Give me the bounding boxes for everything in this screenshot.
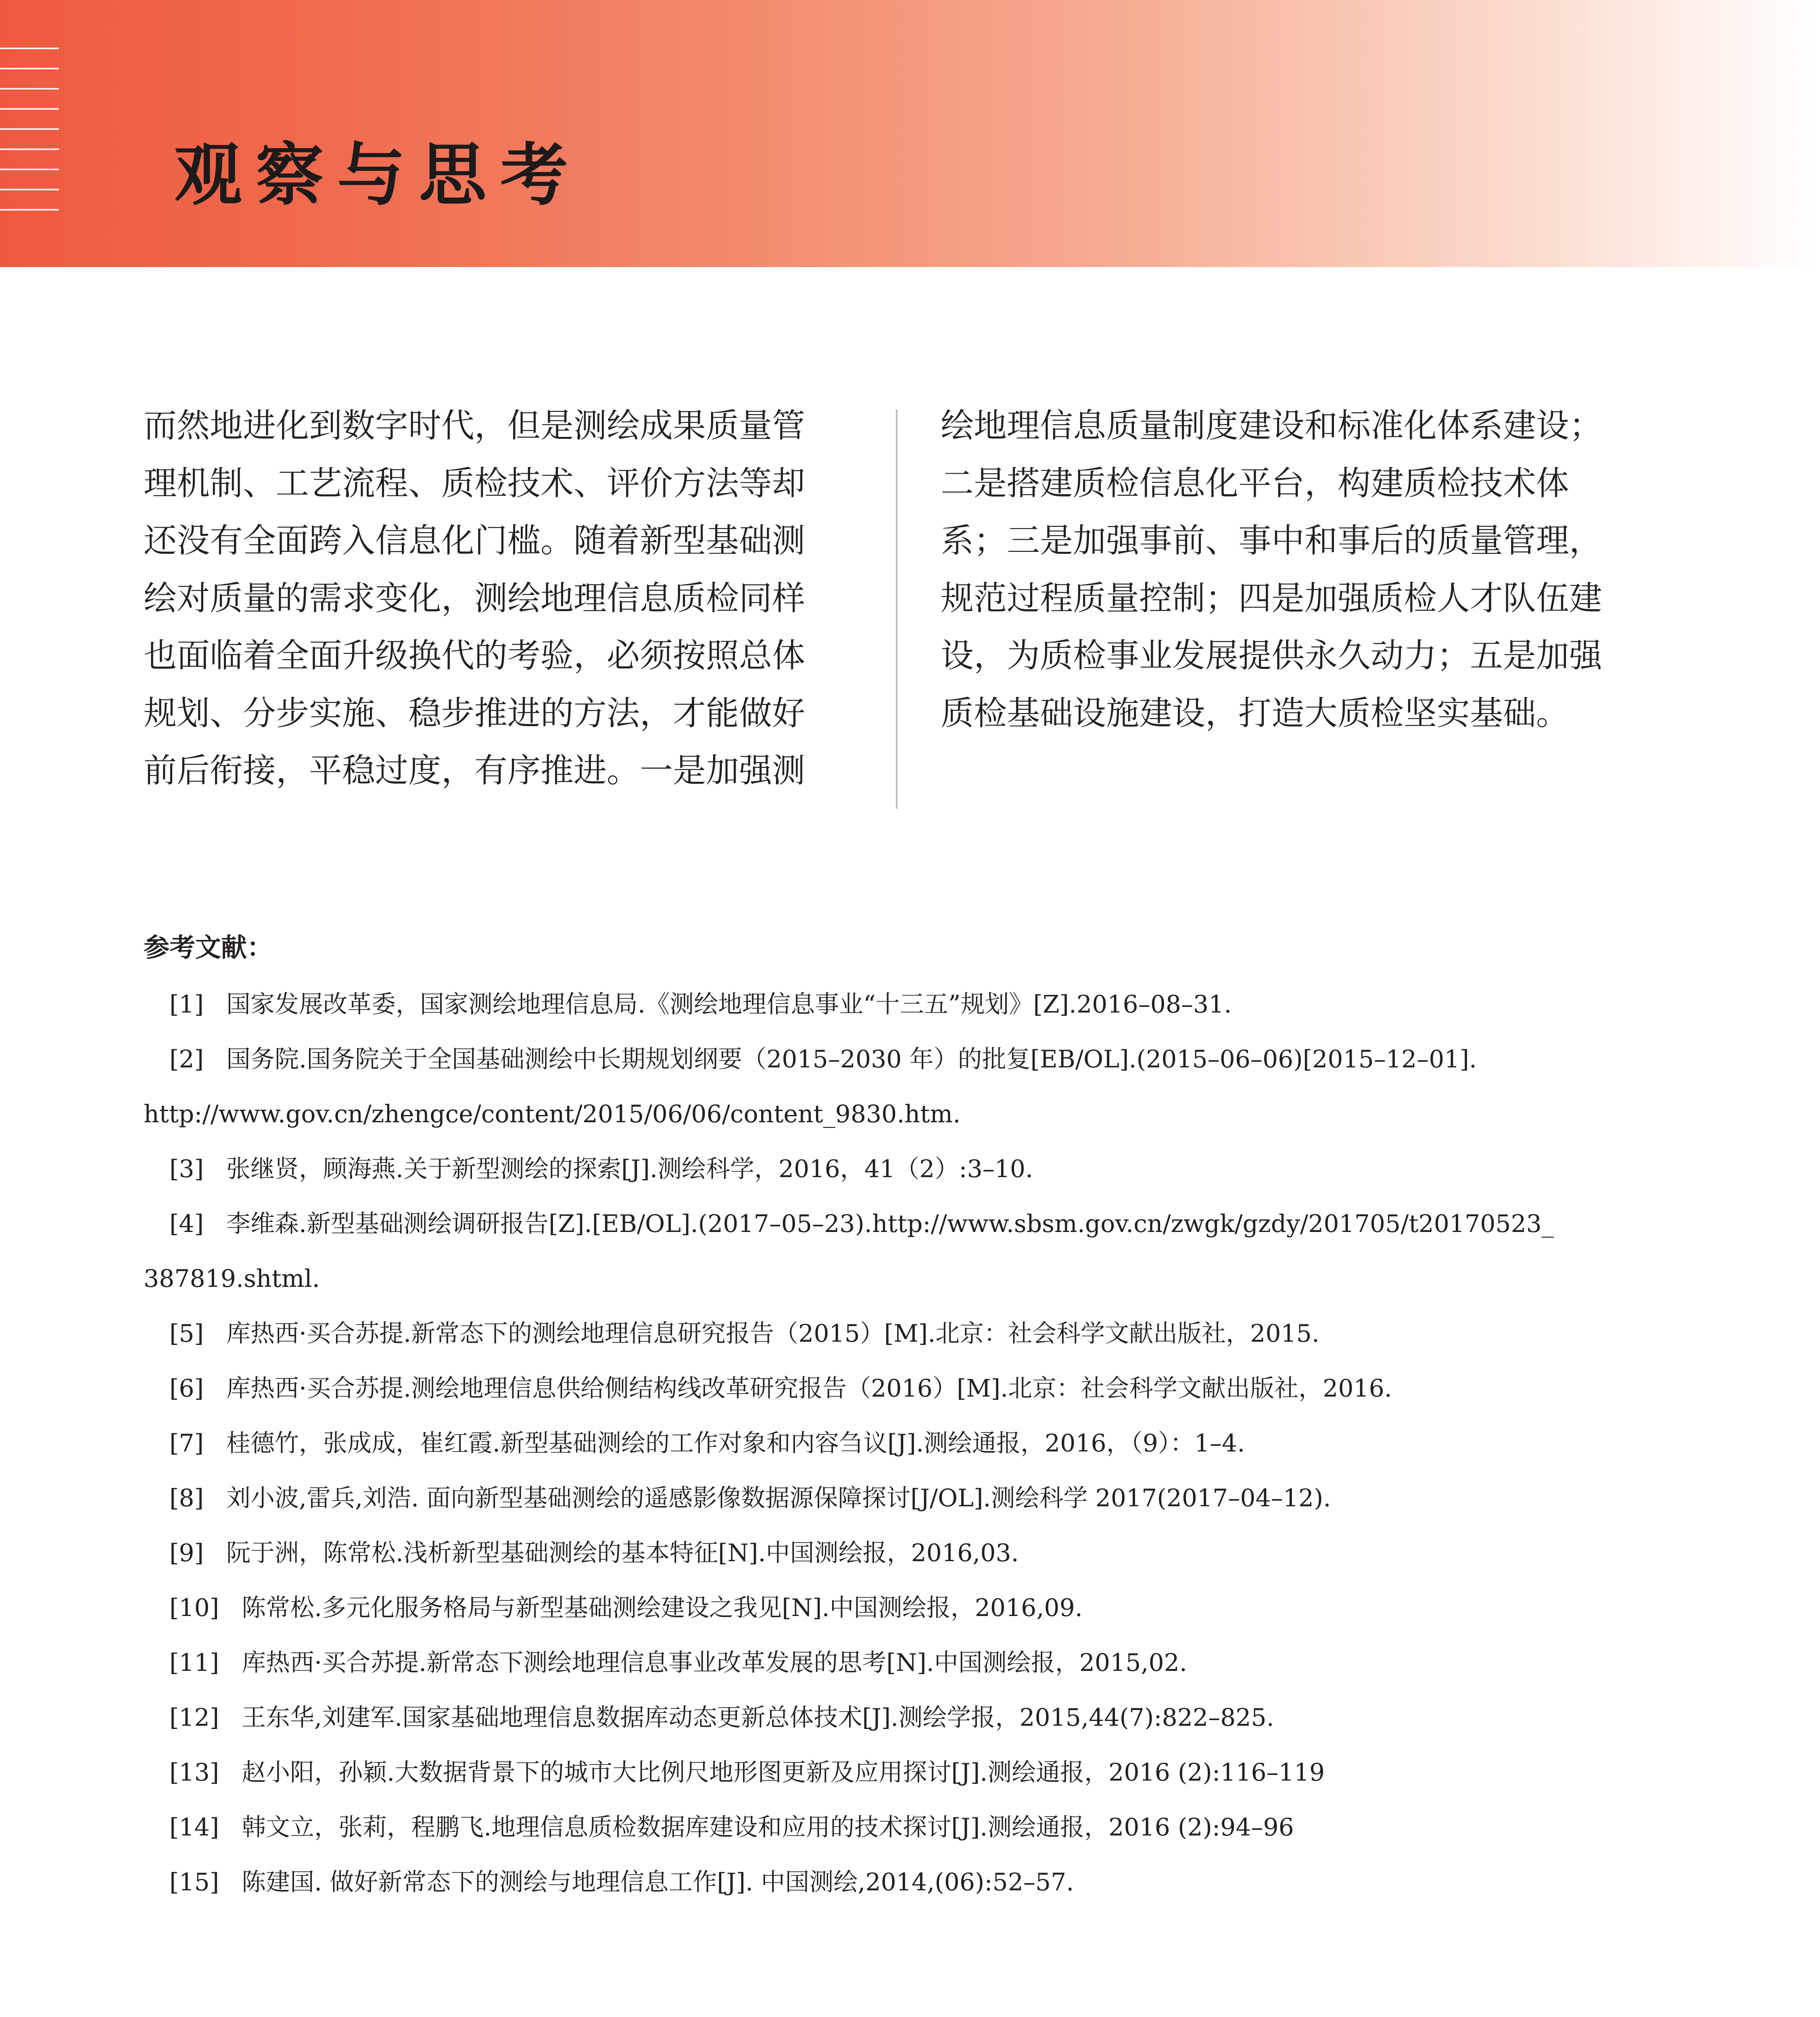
section-title: 观察与思考	[174, 136, 582, 215]
reference-item	[144, 1706, 1676, 1760]
reference-item	[144, 1376, 1676, 1431]
reference-number: [2]	[169, 1045, 204, 1073]
reference-text: 库热西·买合苏提.新常态下测绘地理信息事业改革发展的思考[N].中国测绘报，2015,02.	[242, 1649, 1187, 1677]
body-line: 绘对质量的需求变化，测绘地理信息质检同样	[144, 579, 806, 618]
reference-text: 韩文立，张莉，程鹏飞.地理信息质检数据库建设和应用的技术探讨[J].测绘通报，2016 (2):94–96	[242, 1813, 1294, 1842]
reference-text: 桂德竹，张成成，崔红霞.新型基础测绘的工作对象和内容刍议[J].测绘通报，2016，（9）：1–4.	[226, 1429, 1245, 1457]
body-line: 还没有全面跨入信息化门槛。随着新型基础测	[144, 522, 806, 560]
reference-item	[144, 1760, 1676, 1815]
body-line: 二是搭建质检信息化平台，构建质检技术体	[941, 464, 1570, 503]
body-line: 设，为质检事业发展提供永久动力；五是加强	[941, 637, 1603, 675]
reference-text-continuation: http://www.gov.cn/zhengce/content/2015/06/06/content_9830.htm.	[144, 1100, 961, 1128]
body-line: 质检基础设施建设，打造大质检坚实基础。	[941, 694, 1570, 733]
reference-number: [13]	[169, 1758, 219, 1787]
reference-text: 国家发展改革委，国家测绘地理信息局.《测绘地理信息事业“十三五”规划》[Z].2016–08–31.	[226, 990, 1232, 1019]
body-line: 规范过程质量控制；四是加强质检人才队伍建	[941, 579, 1603, 618]
reference-text: 库热西·买合苏提.新常态下的测绘地理信息研究报告（2015）[M].北京：社会科学文献出版社，2015.	[226, 1320, 1319, 1348]
body-column-left	[144, 397, 866, 800]
reference-number: [4]	[169, 1210, 204, 1238]
body-line: 规划、分步实施、稳步推进的方法，才能做好	[144, 694, 806, 733]
section-header-banner	[0, 0, 1820, 267]
body-line: 前后衔接，平稳过度，有序推进。一是加强测	[144, 752, 806, 790]
column-divider	[896, 409, 897, 809]
reference-number: [3]	[169, 1155, 204, 1183]
reference-text: 陈常松.多元化服务格局与新型基础测绘建设之我见[N].中国测绘报，2016,09.	[242, 1594, 1083, 1622]
reference-number: [1]	[169, 990, 204, 1019]
body-line: 绘地理信息质量制度建设和标准化体系建设；	[941, 407, 1603, 445]
reference-item	[144, 1486, 1676, 1541]
reference-number: [8]	[169, 1484, 204, 1512]
reference-text: 李维森.新型基础测绘调研报告[Z].[EB/OL].(2017–05–23).http://www.sbsm.gov.cn/zwgk/gzdy/201705/t20170523_	[226, 1210, 1554, 1238]
reference-item	[144, 1870, 1676, 1925]
body-line: 而然地进化到数字时代，但是测绘成果质量管	[144, 407, 806, 445]
reference-item	[144, 1815, 1676, 1870]
reference-number: [11]	[169, 1649, 219, 1677]
reference-item	[144, 1212, 1676, 1267]
reference-text: 陈建国. 做好新常态下的测绘与地理信息工作[J]. 中国测绘,2014,(06):52–57.	[242, 1868, 1074, 1896]
reference-item	[144, 1596, 1676, 1651]
reference-number: [9]	[169, 1539, 204, 1567]
reference-number: [14]	[169, 1813, 219, 1842]
reference-text: 王东华,刘建军.国家基础地理信息数据库动态更新总体技术[J].测绘学报，2015,44(7):822–825.	[242, 1704, 1274, 1732]
body-line: 理机制、工艺流程、质检技术、评价方法等却	[144, 464, 806, 503]
reference-text: 赵小阳，孙颖.大数据背景下的城市大比例尺地形图更新及应用探讨[J].测绘通报，2016 (2):116–119	[242, 1758, 1325, 1787]
reference-text-continuation: 387819.shtml.	[144, 1265, 320, 1293]
reference-text: 刘小波,雷兵,刘浩. 面向新型基础测绘的遥感影像数据源保障探讨[J/OL].测绘科学 2017(2017–04–12).	[226, 1484, 1331, 1512]
reference-text: 国务院.国务院关于全国基础测绘中长期规划纲要（2015–2030 年）的批复[EB/OL].(2015–06–06)[2015–12–01].	[226, 1045, 1477, 1073]
body-line: 也面临着全面升级换代的考验，必须按照总体	[144, 637, 806, 675]
references-heading: 参考文献：	[144, 933, 273, 963]
references-list	[144, 992, 1676, 1925]
reference-number: [7]	[169, 1429, 204, 1457]
reference-text: 库热西·买合苏提.测绘地理信息供给侧结构线改革研究报告（2016）[M].北京：社会科学文献出版社，2016.	[226, 1374, 1392, 1403]
body-line: 系；三是加强事前、事中和事后的质量管理，	[941, 522, 1603, 560]
reference-number: [6]	[169, 1374, 204, 1403]
reference-item	[144, 1541, 1676, 1596]
body-column-right	[941, 397, 1663, 742]
reference-number: [10]	[169, 1594, 219, 1622]
reference-item	[144, 1047, 1676, 1102]
reference-item	[144, 1431, 1676, 1486]
reference-item	[144, 992, 1676, 1047]
reference-number: [5]	[169, 1320, 204, 1348]
reference-item	[144, 1157, 1676, 1212]
decorative-stripes	[0, 48, 59, 229]
reference-number: [15]	[169, 1868, 219, 1896]
reference-text: 阮于洲，陈常松.浅析新型基础测绘的基本特征[N].中国测绘报，2016,03.	[226, 1539, 1019, 1567]
reference-number: [12]	[169, 1704, 219, 1732]
reference-item	[144, 1322, 1676, 1376]
reference-text: 张继贤，顾海燕.关于新型测绘的探索[J].测绘科学，2016，41（2）:3–10.	[226, 1155, 1033, 1183]
reference-item	[144, 1651, 1676, 1706]
